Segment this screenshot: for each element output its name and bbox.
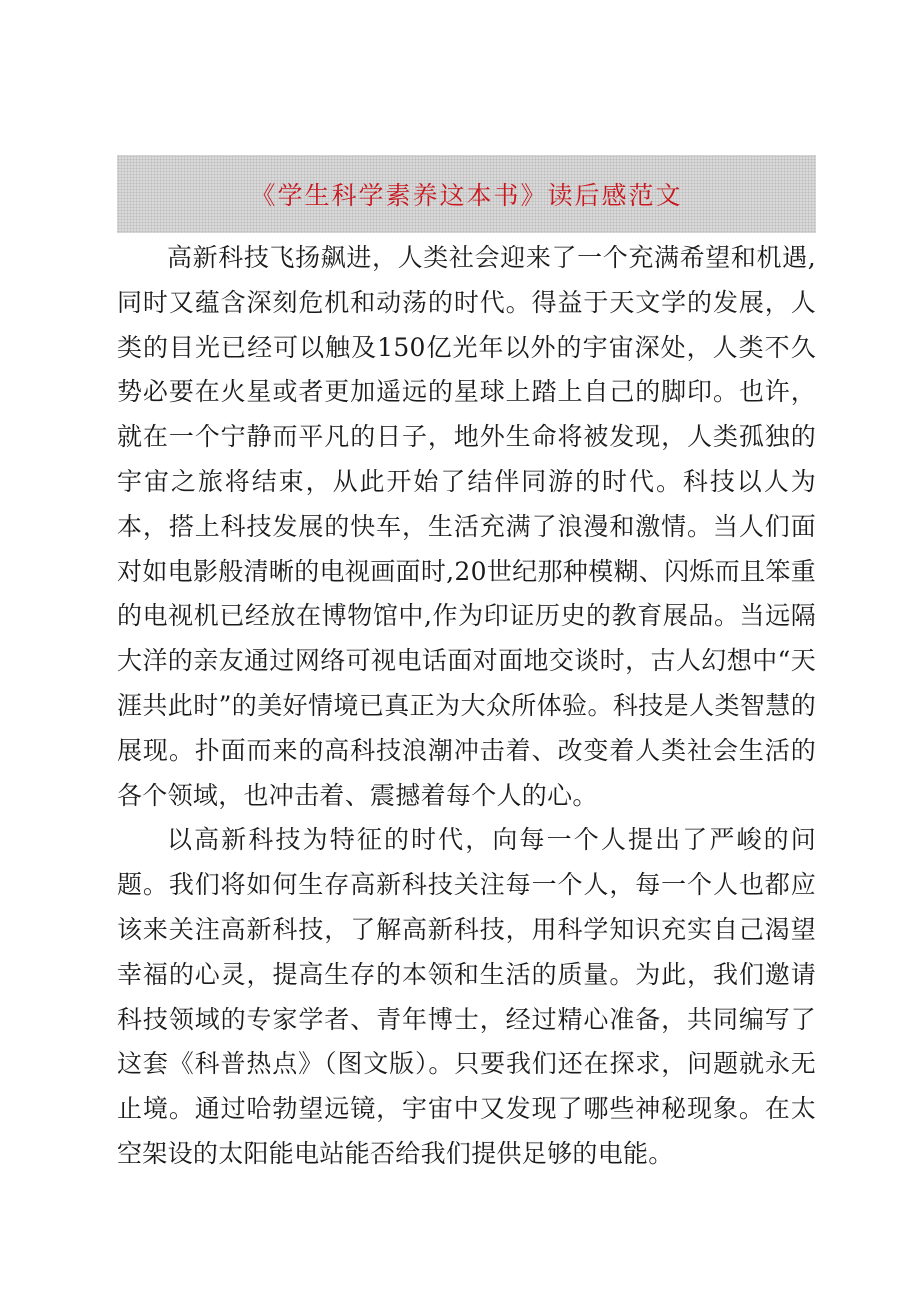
document-body — [117, 236, 816, 1177]
paragraph-2: 以高新科技为特征的时代，向每一个人提出了严峻的问题。我们将如何生存高新科技关注每一个人，每一个人也都应该来关注高新科技，了解高新科技，用科学知识充实自己渴望幸福的心灵，提高生存的本领和生活的质量。为此，我们邀请科技领域的专家学者、青年博士，经过精心准备，共同编写了这套《科普热点》（图文版）。只要我们还在探求，问题就永无止境。通过哈勃望远镜，宇宙中又发现了哪些神秘现象。在太空架设的太阳能电站能否给我们提供足够的电能。 — [117, 825, 816, 1168]
document-title: 《学生科学素养这本书》读后感范文 — [250, 181, 683, 210]
title-banner — [117, 155, 816, 233]
paragraph-1: 高新科技飞扬飙进，人类社会迎来了一个充满希望和机遇,同时又蕴含深刻危机和动荡的时代。得益于天文学的发展，人类的目光已经可以触及150亿光年以外的宇宙深处，人类不久势必要在火星或者更加遥远的星球上踏上自己的脚印。也许，就在一个宁静而平凡的日子，地外生命将被发现，人类孤独的宇宙之旅将结束，从此开始了结伴同游的时代。科技以人为本，搭上科技发展的快车，生活充满了浪漫和激情。当人们面对如电影般清晰的电视画面时,20世纪那种模糊、闪烁而且笨重的电视机已经放在博物馆中,作为印证历史的教育展品。当远隔大洋的亲友通过网络可视电话面对面地交谈时，古人幻想中“天涯共此时”的美好情境已真正为大众所体验。科技是人类智慧的展现。扑面而来的高科技浪潮冲击着、改变着人类社会生活的各个领域，也冲击着、震撼着每个人的心。 — [117, 243, 816, 810]
